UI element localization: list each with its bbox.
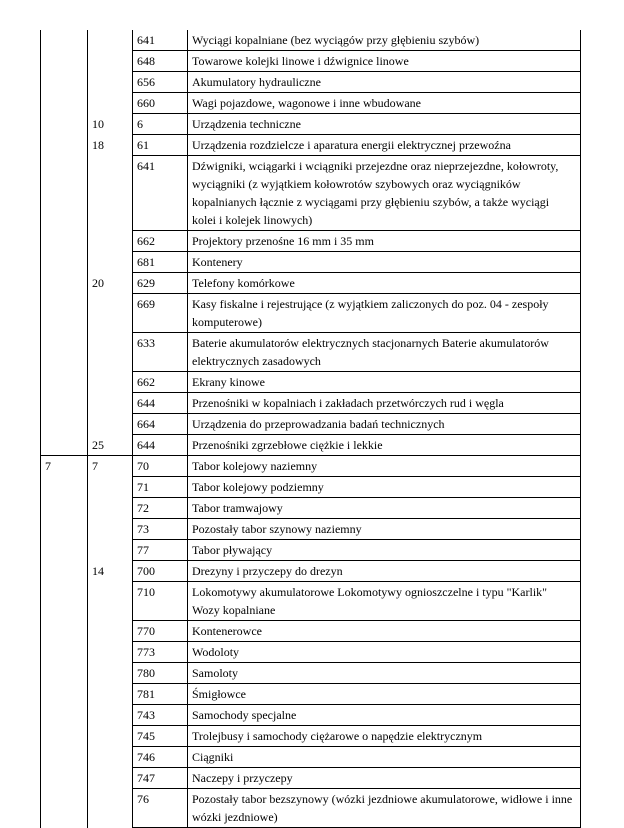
subgroup-number-cell xyxy=(88,372,133,393)
table-row xyxy=(41,435,581,456)
table-row xyxy=(41,705,581,726)
subgroup-number-cell xyxy=(88,582,133,621)
kst-code-cell: 76 xyxy=(133,789,188,828)
kst-code-cell: 681 xyxy=(133,252,188,273)
kst-code-cell: 6 xyxy=(133,114,188,135)
table-row xyxy=(41,273,581,294)
description-cell: Tabor pływający xyxy=(188,540,581,561)
subgroup-number-cell xyxy=(88,726,133,747)
kst-code-cell: 644 xyxy=(133,435,188,456)
description-cell: Wyciągi kopalniane (bez wyciągów przy głębieniu szybów) xyxy=(188,30,581,51)
description-cell: Ekrany kinowe xyxy=(188,372,581,393)
group-number-cell xyxy=(41,414,88,435)
kst-code-cell: 61 xyxy=(133,135,188,156)
table-row xyxy=(41,477,581,498)
subgroup-number-cell xyxy=(88,414,133,435)
classification-table xyxy=(40,30,581,828)
group-number-cell xyxy=(41,135,88,156)
subgroup-number-cell xyxy=(88,684,133,705)
description-cell: Tabor kolejowy podziemny xyxy=(188,477,581,498)
description-cell: Towarowe kolejki linowe i dźwignice linowe xyxy=(188,51,581,72)
table-row xyxy=(41,333,581,372)
subgroup-number-cell: 7 xyxy=(88,456,133,477)
table-row xyxy=(41,498,581,519)
subgroup-number-cell xyxy=(88,72,133,93)
table-row xyxy=(41,456,581,477)
group-number-cell: 7 xyxy=(41,456,88,477)
description-cell: Lokomotywy akumulatorowe Lokomotywy ognioszczelne i typu "Karlik" Wozy kopalniane xyxy=(188,582,581,621)
group-number-cell xyxy=(41,789,88,828)
subgroup-number-cell xyxy=(88,51,133,72)
kst-code-cell: 71 xyxy=(133,477,188,498)
description-cell: Kontenery xyxy=(188,252,581,273)
kst-code-cell: 70 xyxy=(133,456,188,477)
description-cell: Drezyny i przyczepy do drezyn xyxy=(188,561,581,582)
kst-code-cell: 77 xyxy=(133,540,188,561)
description-cell: Akumulatory hydrauliczne xyxy=(188,72,581,93)
subgroup-number-cell xyxy=(88,663,133,684)
kst-code-cell: 710 xyxy=(133,582,188,621)
subgroup-number-cell xyxy=(88,294,133,333)
subgroup-number-cell xyxy=(88,93,133,114)
group-number-cell xyxy=(41,393,88,414)
subgroup-number-cell xyxy=(88,768,133,789)
group-number-cell xyxy=(41,621,88,642)
kst-code-cell: 641 xyxy=(133,156,188,231)
group-number-cell xyxy=(41,726,88,747)
kst-code-cell: 700 xyxy=(133,561,188,582)
kst-code-cell: 770 xyxy=(133,621,188,642)
group-number-cell xyxy=(41,519,88,540)
table-row xyxy=(41,414,581,435)
description-cell: Urządzenia rozdzielcze i aparatura energii elektrycznej przewoźna xyxy=(188,135,581,156)
group-number-cell xyxy=(41,51,88,72)
description-cell: Naczepy i przyczepy xyxy=(188,768,581,789)
group-number-cell xyxy=(41,663,88,684)
description-cell: Śmigłowce xyxy=(188,684,581,705)
description-cell: Wodoloty xyxy=(188,642,581,663)
group-number-cell xyxy=(41,273,88,294)
subgroup-number-cell: 25 xyxy=(88,435,133,456)
group-number-cell xyxy=(41,684,88,705)
table-row xyxy=(41,393,581,414)
group-number-cell xyxy=(41,333,88,372)
description-cell: Projektory przenośne 16 mm i 35 mm xyxy=(188,231,581,252)
description-cell: Urządzenia techniczne xyxy=(188,114,581,135)
kst-code-cell: 644 xyxy=(133,393,188,414)
subgroup-number-cell xyxy=(88,333,133,372)
description-cell: Samoloty xyxy=(188,663,581,684)
kst-code-cell: 781 xyxy=(133,684,188,705)
table-row xyxy=(41,684,581,705)
subgroup-number-cell: 20 xyxy=(88,273,133,294)
description-cell: Dźwigniki, wciągarki i wciągniki przejezdne oraz nieprzejezdne, kołowroty, wyciągniki (z wyjątkiem kołowrotów szybowych oraz wyciągników kopalnianych łącznie z wyciągami przy głębieniu szybów, a także wyciągi kolei i kolejek linowych) xyxy=(188,156,581,231)
description-cell: Samochody specjalne xyxy=(188,705,581,726)
kst-code-cell: 662 xyxy=(133,231,188,252)
group-number-cell xyxy=(41,30,88,51)
description-cell: Pozostały tabor bezszynowy (wózki jezdniowe akumulatorowe, widłowe i inne wózki jezdniowe) xyxy=(188,789,581,828)
subgroup-number-cell xyxy=(88,789,133,828)
subgroup-number-cell xyxy=(88,519,133,540)
kst-code-cell: 669 xyxy=(133,294,188,333)
kst-code-cell: 747 xyxy=(133,768,188,789)
kst-code-cell: 773 xyxy=(133,642,188,663)
subgroup-number-cell xyxy=(88,747,133,768)
group-number-cell xyxy=(41,705,88,726)
description-cell: Tabor tramwajowy xyxy=(188,498,581,519)
table-row xyxy=(41,540,581,561)
table-row xyxy=(41,621,581,642)
table-row xyxy=(41,768,581,789)
subgroup-number-cell xyxy=(88,621,133,642)
description-cell: Kontenerowce xyxy=(188,621,581,642)
kst-code-cell: 746 xyxy=(133,747,188,768)
group-number-cell xyxy=(41,582,88,621)
table-row xyxy=(41,231,581,252)
depreciation-table-page xyxy=(40,30,580,828)
group-number-cell xyxy=(41,498,88,519)
kst-code-cell: 743 xyxy=(133,705,188,726)
kst-code-cell: 73 xyxy=(133,519,188,540)
group-number-cell xyxy=(41,540,88,561)
table-row xyxy=(41,294,581,333)
table-row xyxy=(41,372,581,393)
group-number-cell xyxy=(41,72,88,93)
kst-code-cell: 648 xyxy=(133,51,188,72)
kst-code-cell: 629 xyxy=(133,273,188,294)
kst-code-cell: 72 xyxy=(133,498,188,519)
table-row xyxy=(41,726,581,747)
group-number-cell xyxy=(41,642,88,663)
group-number-cell xyxy=(41,477,88,498)
description-cell: Przenośniki zgrzebłowe ciężkie i lekkie xyxy=(188,435,581,456)
group-number-cell xyxy=(41,294,88,333)
kst-code-cell: 780 xyxy=(133,663,188,684)
description-cell: Trolejbusy i samochody ciężarowe o napędzie elektrycznym xyxy=(188,726,581,747)
group-number-cell xyxy=(41,114,88,135)
subgroup-number-cell xyxy=(88,252,133,273)
table-row xyxy=(41,519,581,540)
table-row xyxy=(41,252,581,273)
group-number-cell xyxy=(41,768,88,789)
group-number-cell xyxy=(41,561,88,582)
group-number-cell xyxy=(41,435,88,456)
table-row xyxy=(41,561,581,582)
group-number-cell xyxy=(41,231,88,252)
group-number-cell xyxy=(41,252,88,273)
subgroup-number-cell: 18 xyxy=(88,135,133,156)
subgroup-number-cell xyxy=(88,231,133,252)
table-row xyxy=(41,747,581,768)
subgroup-number-cell: 14 xyxy=(88,561,133,582)
subgroup-number-cell xyxy=(88,705,133,726)
kst-code-cell: 641 xyxy=(133,30,188,51)
description-cell: Urządzenia do przeprowadzania badań technicznych xyxy=(188,414,581,435)
kst-code-cell: 664 xyxy=(133,414,188,435)
table-row xyxy=(41,114,581,135)
table-row xyxy=(41,51,581,72)
description-cell: Telefony komórkowe xyxy=(188,273,581,294)
subgroup-number-cell xyxy=(88,498,133,519)
table-row xyxy=(41,663,581,684)
table-row xyxy=(41,789,581,828)
group-number-cell xyxy=(41,156,88,231)
table-row xyxy=(41,93,581,114)
kst-code-cell: 662 xyxy=(133,372,188,393)
group-number-cell xyxy=(41,372,88,393)
subgroup-number-cell xyxy=(88,540,133,561)
group-number-cell xyxy=(41,747,88,768)
description-cell: Wagi pojazdowe, wagonowe i inne wbudowane xyxy=(188,93,581,114)
kst-code-cell: 656 xyxy=(133,72,188,93)
table-row xyxy=(41,582,581,621)
kst-code-cell: 633 xyxy=(133,333,188,372)
description-cell: Kasy fiskalne i rejestrujące (z wyjątkiem zaliczonych do poz. 04 - zespoły komputerowe) xyxy=(188,294,581,333)
table-row xyxy=(41,30,581,51)
table-body xyxy=(41,30,581,828)
group-number-cell xyxy=(41,93,88,114)
subgroup-number-cell xyxy=(88,30,133,51)
subgroup-number-cell xyxy=(88,477,133,498)
subgroup-number-cell xyxy=(88,393,133,414)
kst-code-cell: 745 xyxy=(133,726,188,747)
subgroup-number-cell xyxy=(88,156,133,231)
table-row xyxy=(41,156,581,231)
description-cell: Przenośniki w kopalniach i zakładach przetwórczych rud i węgla xyxy=(188,393,581,414)
table-row xyxy=(41,642,581,663)
description-cell: Ciągniki xyxy=(188,747,581,768)
table-row xyxy=(41,72,581,93)
subgroup-number-cell xyxy=(88,642,133,663)
kst-code-cell: 660 xyxy=(133,93,188,114)
subgroup-number-cell: 10 xyxy=(88,114,133,135)
description-cell: Baterie akumulatorów elektrycznych stacjonarnych Baterie akumulatorów elektrycznych zasadowych xyxy=(188,333,581,372)
table-row xyxy=(41,135,581,156)
description-cell: Pozostały tabor szynowy naziemny xyxy=(188,519,581,540)
description-cell: Tabor kolejowy naziemny xyxy=(188,456,581,477)
